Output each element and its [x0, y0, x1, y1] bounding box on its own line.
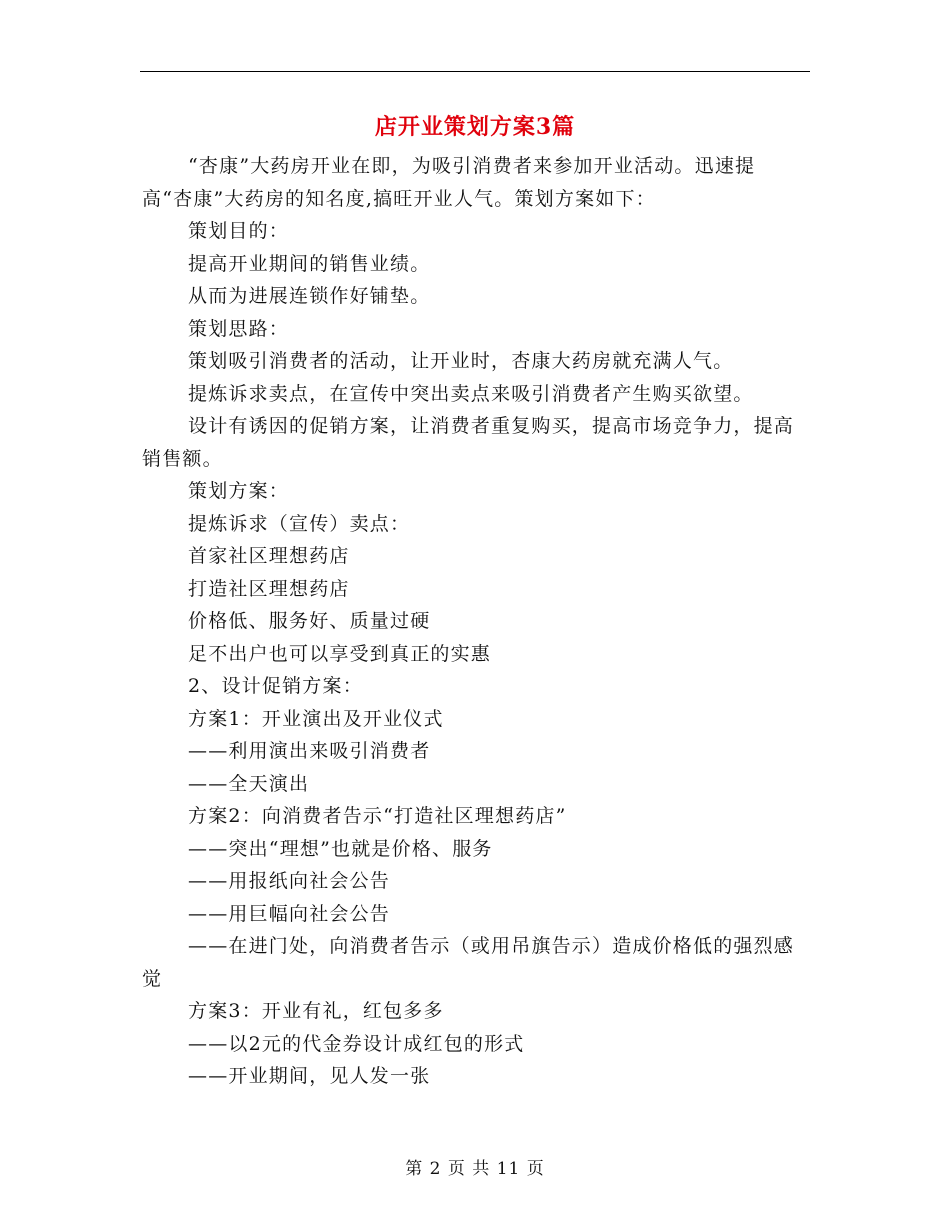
header-rule — [140, 71, 810, 72]
document-body — [142, 150, 802, 1093]
paragraph: ——以2元的代金券设计成红包的形式 — [188, 1032, 525, 1055]
page-number: 第 2 页 共 11 页 — [405, 1159, 545, 1179]
paragraph: 方案2：向消费者告示“打造社区理想药店” — [188, 805, 567, 827]
paragraph: 设计有诱因的促销方案，让消费者重复购买，提高市场竞争力，提高销售额。 — [142, 415, 795, 470]
paragraph: “杏康”大药房开业在即，为吸引消费者来参加开业活动。迅速提高“杏康”大药房的知名度,搞旺开业人气。策划方案如下： — [142, 155, 756, 210]
paragraph: ——利用演出来吸引消费者 — [188, 740, 431, 762]
document-title: 店开业策划方案3篇 — [374, 114, 576, 140]
paragraph: 策划方案： — [188, 480, 290, 502]
paragraph: ——用报纸向社会公告 — [188, 870, 391, 892]
paragraph: ——用巨幅向社会公告 — [188, 902, 391, 925]
paragraph: 策划目的： — [188, 220, 290, 242]
paragraph: ——开业期间，见人发一张 — [188, 1065, 431, 1087]
paragraph: 从而为进展连锁作好铺垫。 — [188, 285, 431, 307]
paragraph: 2、设计促销方案： — [188, 675, 363, 697]
paragraph: 价格低、服务好、质量过硬 — [188, 610, 431, 632]
paragraph: 首家社区理想药店 — [188, 545, 350, 567]
paragraph: 提炼诉求（宣传）卖点： — [188, 512, 411, 535]
paragraph: 提炼诉求卖点，在宣传中突出卖点来吸引消费者产生购买欲望。 — [188, 382, 754, 405]
paragraph: 策划吸引消费者的活动，让开业时，杏康大药房就充满人气。 — [188, 350, 734, 372]
paragraph: ——全天演出 — [188, 772, 310, 795]
paragraph: 策划思路： — [188, 317, 290, 340]
paragraph: 打造社区理想药店 — [188, 577, 350, 600]
paragraph: ——突出“理想”也就是价格、服务 — [188, 837, 493, 860]
paragraph: 提高开业期间的销售业绩。 — [188, 252, 431, 275]
paragraph: 方案3：开业有礼，红包多多 — [188, 1000, 444, 1022]
paragraph: ——在进门处，向消费者告示（或用吊旗告示）造成价格低的强烈感觉 — [142, 935, 795, 990]
paragraph: 足不出户也可以享受到真正的实惠 — [188, 642, 492, 665]
paragraph: 方案1：开业演出及开业仪式 — [188, 707, 444, 730]
